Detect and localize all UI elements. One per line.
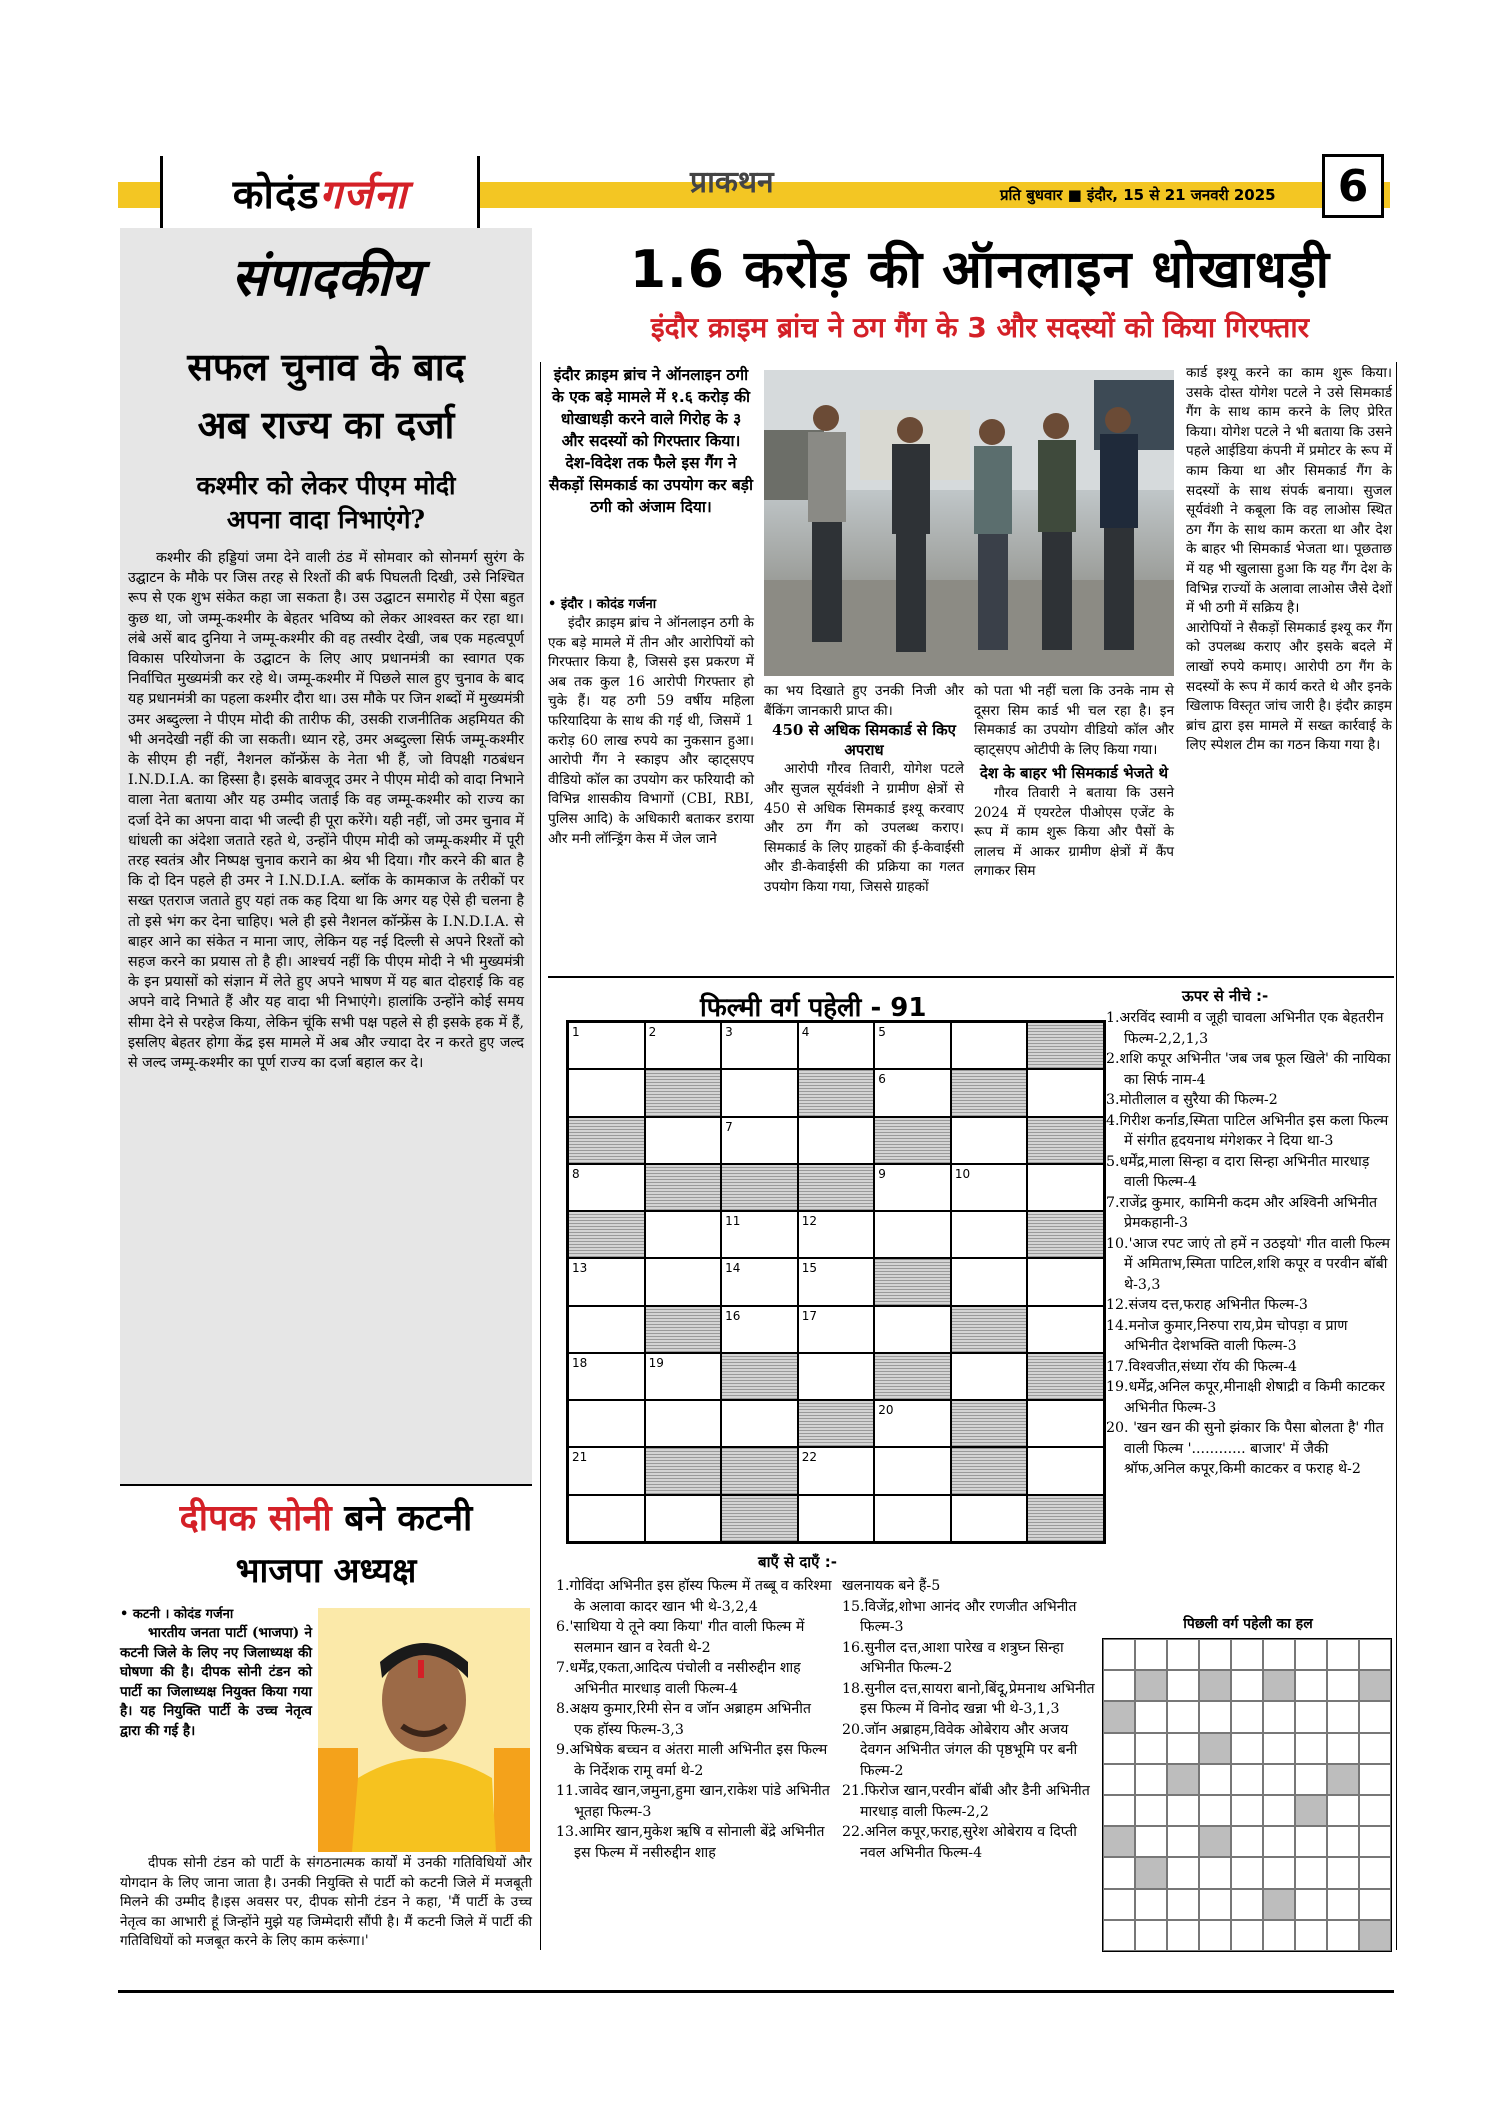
grid-cell xyxy=(645,1258,722,1305)
down-clue: 1.अरविंद स्वामी व जूही चावला अभिनीत एक बेहतरीन फिल्म-2,2,1,3 xyxy=(1106,1010,1384,1047)
down-clue: 3.मोतीलाल व सुरैया की फिल्म-2 xyxy=(1106,1092,1278,1108)
grid-cell xyxy=(568,1400,645,1447)
across-clue: 11.जावेद खान,जमुना,हुमा खान,राकेश पांडे अभिनीत भूतहा फिल्म-3 xyxy=(556,1783,830,1820)
solution-cell xyxy=(1359,1920,1391,1951)
column-rule xyxy=(540,362,541,1950)
solution-cell xyxy=(1295,1795,1327,1826)
grid-cell xyxy=(874,1447,951,1494)
editorial-headline-2: अब राज्य का दर्जा xyxy=(197,402,455,447)
main-col3b: गौरव तिवारी ने बताया कि उसने 2024 में एयरटेल पीओएस एजेंट के रूप में काम शुरू किया और पैसों के लालच में आकर ग्रामीण क्षेत्रों में कैंप लगाकर सिम xyxy=(974,784,1174,880)
grid-cell-blocked xyxy=(798,1069,875,1116)
puzzle-top-rule xyxy=(548,976,1394,978)
solution-cell xyxy=(1103,1639,1135,1670)
grid-cell-blocked xyxy=(951,1069,1028,1116)
solution-cell xyxy=(1167,1764,1199,1795)
solution-cell xyxy=(1263,1795,1295,1826)
solution-cell xyxy=(1199,1889,1231,1920)
solution-cell xyxy=(1103,1857,1135,1888)
solution-cell xyxy=(1231,1733,1263,1764)
grid-cell xyxy=(721,1069,798,1116)
across-clue: 7.धर्मेंद्र,एकता,आदित्य पंचोली व नसीरुद्दीन शाह अभिनीत मारधाड़ वाली फिल्म-4 xyxy=(556,1660,801,1697)
grid-cell-blocked xyxy=(798,1164,875,1211)
solution-cell xyxy=(1295,1639,1327,1670)
photo-illustration xyxy=(764,370,1174,676)
solution-cell xyxy=(1263,1889,1295,1920)
solution-cell xyxy=(1231,1889,1263,1920)
grid-cell xyxy=(951,1495,1028,1542)
grid-cell-blocked xyxy=(1027,1022,1104,1069)
solution-cell xyxy=(1135,1639,1167,1670)
solution-cell xyxy=(1199,1639,1231,1670)
solution-cell xyxy=(1103,1920,1135,1951)
grid-cell-blocked xyxy=(721,1447,798,1494)
across-clue: 6.'साथिया ये तूने क्या किया' गीत वाली फिल्म में सलमान खान व रेवती थे-2 xyxy=(556,1619,805,1656)
solution-cell xyxy=(1199,1733,1231,1764)
grid-cell xyxy=(951,1353,1028,1400)
grid-cell: 17 xyxy=(798,1306,875,1353)
main-col2-subhead: 450 से अधिक सिमकार्ड से किए अपराध xyxy=(772,721,956,759)
grid-cell xyxy=(645,1117,722,1164)
solution-cell xyxy=(1103,1889,1135,1920)
grid-cell-blocked xyxy=(1027,1211,1104,1258)
grid-cell-blocked xyxy=(645,1069,722,1116)
down-clue: 4.गिरीश कर्नाड,स्मिता पाटिल अभिनीत इस कला फिल्म में संगीत हृदयनाथ मंगेशकर ने दिया था-3 xyxy=(1106,1112,1389,1149)
solution-cell xyxy=(1135,1857,1167,1888)
masthead-logo xyxy=(160,156,480,228)
grid-cell: 15 xyxy=(798,1258,875,1305)
solution-cell xyxy=(1135,1826,1167,1857)
grid-cell: 14 xyxy=(721,1258,798,1305)
grid-cell: 5 xyxy=(874,1022,951,1069)
solution-cell xyxy=(1103,1795,1135,1826)
across-title: बाएँ से दाएँ :- xyxy=(758,1553,837,1571)
grid-cell xyxy=(798,1353,875,1400)
main-col3a: को पता भी नहीं चला कि उनके नाम से दूसरा सिम कार्ड भी चल रहा है। इन सिमकार्ड का उपयोग वीडियो कॉल और व्हाट्सएप ओटीपी के लिए किया गया। xyxy=(974,683,1174,758)
main-subheadline: इंदौर क्राइम ब्रांच ने ठग गैंग के 3 और सदस्यों को किया गिरफ्तार xyxy=(650,311,1310,344)
grid-cell: 12 xyxy=(798,1211,875,1258)
deepak-headline-red: दीपक सोनी xyxy=(179,1498,332,1539)
solution-cell xyxy=(1103,1764,1135,1795)
solution-cell xyxy=(1231,1826,1263,1857)
issue-line: प्रति बुधवार ■ इंदौर, 15 से 21 जनवरी 2025 xyxy=(1000,186,1276,204)
deepak-headline-black: बने कटनी xyxy=(344,1498,473,1539)
solution-cell xyxy=(1103,1733,1135,1764)
main-col2a: का भय दिखाते हुए उनकी निजी और बैंकिंग जानकारी प्राप्त की। xyxy=(764,683,964,719)
solution-cell xyxy=(1167,1639,1199,1670)
solution-cell xyxy=(1327,1826,1359,1857)
solution-cell xyxy=(1295,1857,1327,1888)
main-col2b: आरोपी गौरव तिवारी, योगेश पटले और सुजल सूर्यवंशी ने ग्रामीण क्षेत्रों से 450 से अधिक सिमकार्ड इश्यू करवाए और ठग गैंग को उपलब्ध कराए। सिमकार्ड के लिए ग्राहकों की ई-केवाईसी और डी-केवाईसी की प्रक्रिया का गलत उपयोग किया गया, जिससे ग्राहकों xyxy=(764,761,964,895)
arrest-photo xyxy=(764,370,1174,676)
across-clue: 8.अक्षय कुमार,रिमी सेन व जॉन अब्राहम अभिनीत एक हॉस्य फिल्म-3,3 xyxy=(556,1701,812,1738)
solution-cell xyxy=(1359,1857,1391,1888)
main-col3 xyxy=(974,682,1174,882)
solution-cell xyxy=(1167,1795,1199,1826)
column-rule-right xyxy=(1396,362,1397,1950)
grid-cell: 19 xyxy=(645,1353,722,1400)
grid-cell: 22 xyxy=(798,1447,875,1494)
puzzle-title: फिल्मी वर्ग पहेली - 91 xyxy=(700,993,927,1023)
grid-cell-blocked xyxy=(721,1495,798,1542)
solution-cell xyxy=(1231,1857,1263,1888)
solution-cell xyxy=(1359,1733,1391,1764)
grid-cell-blocked xyxy=(874,1258,951,1305)
grid-cell: 11 xyxy=(721,1211,798,1258)
solution-cell xyxy=(1327,1920,1359,1951)
solution-cell xyxy=(1231,1701,1263,1732)
grid-cell xyxy=(645,1495,722,1542)
solution-cell xyxy=(1231,1795,1263,1826)
across-clue: 1.गोविंदा अभिनीत इस हॉस्य फिल्म में तब्बू व करिश्मा के अलावा कादर खान भी थे-3,2,4 xyxy=(556,1578,832,1615)
solution-cell xyxy=(1199,1701,1231,1732)
solution-cell xyxy=(1327,1701,1359,1732)
grid-cell xyxy=(874,1495,951,1542)
across-clue: खलनायक बने हैं-5 xyxy=(842,1578,941,1594)
previous-solution-grid xyxy=(1102,1638,1392,1952)
down-clue: 12.संजय दत्त,फराह अभिनीत फिल्म-3 xyxy=(1106,1297,1308,1313)
solution-cell xyxy=(1167,1889,1199,1920)
deepak-portrait xyxy=(318,1608,530,1852)
deepak-body: दीपक सोनी टंडन को पार्टी के संगठनात्मक कार्यों में उनकी गतिविधियों और योगदान के लिए जाना जाता है। उनकी नियुक्ति से पार्टी को कटनी जिले में मजबूती मिलने की उम्मीद है।इस अवसर पर, दीपक सोनी टंडन ने कहा, 'मैं पार्टी के उच्च नेतृत्व का आभारी हूं जिन्होंने मुझे यह जिम्मेदारी सौंपी है। मैं कटनी जिले में पार्टी की गतिविधियों को मजबूत करने के लिए काम करूंगा।' xyxy=(120,1855,532,1950)
solution-cell xyxy=(1231,1639,1263,1670)
grid-cell-blocked xyxy=(874,1353,951,1400)
solution-cell xyxy=(1167,1920,1199,1951)
grid-cell xyxy=(1027,1400,1104,1447)
grid-cell xyxy=(874,1211,951,1258)
solution-cell xyxy=(1327,1764,1359,1795)
grid-cell: 1 xyxy=(568,1022,645,1069)
deepak-lede: भारतीय जनता पार्टी (भाजपा) ने कटनी जिले के लिए नए जिलाध्यक्ष की घोषणा की है। दीपक सोनी टंडन को पार्टी का जिलाध्यक्ष नियुक्त किया गया है। यह नियुक्ति पार्टी के उच्च नेतृत्व द्वारा की गई है। xyxy=(120,1625,312,1739)
main-col2 xyxy=(764,682,964,898)
solution-cell xyxy=(1199,1826,1231,1857)
across-clues-right xyxy=(842,1576,1100,1863)
grid-cell-blocked xyxy=(951,1400,1028,1447)
solution-cell xyxy=(1135,1764,1167,1795)
solution-cell xyxy=(1231,1764,1263,1795)
solution-cell xyxy=(1231,1670,1263,1701)
solution-cell xyxy=(1103,1701,1135,1732)
grid-cell xyxy=(1027,1447,1104,1494)
grid-cell xyxy=(645,1400,722,1447)
grid-cell-blocked xyxy=(951,1447,1028,1494)
grid-cell-blocked xyxy=(1027,1495,1104,1542)
grid-cell xyxy=(798,1117,875,1164)
solution-cell xyxy=(1263,1920,1295,1951)
down-clue: 20. 'खन खन की सुनो झंकार कि पैसा बोलता है' गीत वाली फिल्म '............ बाजार' में जैकी श्रॉफ,अनिल कपूर,किमी काटकर व फराह थे-2 xyxy=(1106,1420,1384,1477)
grid-cell: 13 xyxy=(568,1258,645,1305)
across-clue: 13.आमिर खान,मुकेश ऋषि व सोनाली बेंद्रे अभिनीत इस फिल्म में नसीरुद्दीन शाह xyxy=(556,1824,825,1861)
grid-cell xyxy=(568,1069,645,1116)
across-clue: 18.सुनील दत्त,सायरा बानो,बिंदू,प्रेमनाथ अभिनीत इस फिल्म में विनोद खन्ना भी थे-3,1,3 xyxy=(842,1680,1095,1717)
grid-cell-blocked xyxy=(645,1164,722,1211)
down-clues xyxy=(1106,1008,1394,1480)
page-number: 6 xyxy=(1322,154,1384,218)
solution-cell xyxy=(1135,1889,1167,1920)
solution-cell xyxy=(1295,1701,1327,1732)
grid-cell: 6 xyxy=(874,1069,951,1116)
solution-cell xyxy=(1263,1733,1295,1764)
grid-cell xyxy=(568,1495,645,1542)
grid-cell xyxy=(874,1306,951,1353)
across-clue: 15.विजेंद्र,शोभा आनंद और रणजीत अभिनीत फिल्म-3 xyxy=(842,1598,1077,1635)
solution-cell xyxy=(1359,1764,1391,1795)
editorial-subhead-1: कश्मीर को लेकर पीएम मोदी xyxy=(196,471,456,500)
solution-cell xyxy=(1359,1889,1391,1920)
main-col1: इंदौर क्राइम ब्रांच ने ऑनलाइन ठगी के एक बड़े मामले में तीन और आरोपियों को गिरफ्तार किया है, जिससे इस प्रकरण में अब तक कुल 16 आरोपी गिरफ्तार हो चुके हैं। यह ठगी 59 वर्षीय महिला फरियादिया के साथ की गई थी, जिसमें 1 करोड़ 60 लाख रुपये का नुकसान हुआ। आरोपी गैंग ने स्काइप और व्हाट्सएप वीडियो कॉल का उपयोग कर फरियादी को विभिन्न शासकीय विभागों (CBI, RBI, पुलिस आदि) के अधिकारी बताकर डराया और मनी लॉन्ड्रिंग केस में जेल जाने xyxy=(548,615,754,847)
solution-cell xyxy=(1359,1795,1391,1826)
solution-cell xyxy=(1327,1639,1359,1670)
footer-rule xyxy=(118,1990,1394,1993)
solution-cell xyxy=(1199,1795,1231,1826)
down-clue: 5.धर्मेंद्र,माला सिन्हा व दारा सिन्हा अभिनीत मारधाड़ वाली फिल्म-4 xyxy=(1106,1153,1370,1190)
solution-cell xyxy=(1167,1826,1199,1857)
solution-cell xyxy=(1295,1670,1327,1701)
across-clue: 22.अनिल कपूर,फराह,सुरेश ओबेराय व दिप्ती नवल अभिनीत फिल्म-4 xyxy=(842,1824,1077,1861)
grid-cell-blocked xyxy=(645,1306,722,1353)
down-title: ऊपर से नीचे :- xyxy=(1182,987,1269,1005)
grid-cell xyxy=(568,1306,645,1353)
grid-cell: 4 xyxy=(798,1022,875,1069)
grid-cell xyxy=(951,1258,1028,1305)
section-name: प्राकथन xyxy=(690,165,774,200)
solution-cell xyxy=(1295,1826,1327,1857)
solution-cell xyxy=(1199,1670,1231,1701)
solution-cell xyxy=(1295,1889,1327,1920)
solution-cell xyxy=(1263,1639,1295,1670)
solution-cell xyxy=(1263,1826,1295,1857)
solution-cell xyxy=(1327,1857,1359,1888)
solution-cell xyxy=(1135,1920,1167,1951)
logo-part1: कोदंड xyxy=(232,171,320,218)
grid-cell xyxy=(1027,1069,1104,1116)
solution-cell xyxy=(1135,1795,1167,1826)
grid-cell xyxy=(951,1211,1028,1258)
grid-cell xyxy=(1027,1164,1104,1211)
solution-cell xyxy=(1135,1733,1167,1764)
down-clue: 14.मनोज कुमार,निरुपा राय,प्रेम चोपड़ा व प्राण अभिनीत देशभक्ति वाली फिल्म-3 xyxy=(1106,1317,1348,1354)
solution-cell xyxy=(1359,1670,1391,1701)
solution-cell xyxy=(1231,1920,1263,1951)
grid-cell-blocked xyxy=(721,1353,798,1400)
solution-cell xyxy=(1135,1701,1167,1732)
across-clues-left xyxy=(556,1576,834,1863)
grid-cell: 8 xyxy=(568,1164,645,1211)
solution-cell xyxy=(1199,1857,1231,1888)
grid-cell-blocked xyxy=(568,1117,645,1164)
solution-cell xyxy=(1295,1733,1327,1764)
grid-cell: 16 xyxy=(721,1306,798,1353)
grid-cell-blocked xyxy=(874,1117,951,1164)
grid-cell-blocked xyxy=(645,1447,722,1494)
solution-cell xyxy=(1167,1733,1199,1764)
main-headline: 1.6 करोड़ की ऑनलाइन धोखाधड़ी xyxy=(629,240,1331,300)
solution-cell xyxy=(1103,1826,1135,1857)
across-clue: 21.फिरोज खान,परवीन बॉबी और डैनी अभिनीत मारधाड़ वाली फिल्म-2,2 xyxy=(842,1783,1090,1820)
crossword-grid xyxy=(566,1020,1106,1544)
solution-cell xyxy=(1167,1670,1199,1701)
grid-cell xyxy=(1027,1306,1104,1353)
solution-cell xyxy=(1263,1764,1295,1795)
grid-cell: 10 xyxy=(951,1164,1028,1211)
grid-cell: 2 xyxy=(645,1022,722,1069)
solution-cell xyxy=(1199,1920,1231,1951)
solution-cell xyxy=(1327,1733,1359,1764)
portrait-illustration xyxy=(318,1608,530,1852)
grid-cell xyxy=(1027,1258,1104,1305)
grid-cell: 20 xyxy=(874,1400,951,1447)
solution-cell xyxy=(1167,1701,1199,1732)
grid-cell-blocked xyxy=(721,1164,798,1211)
grid-cell-blocked xyxy=(1027,1353,1104,1400)
main-col3-subhead: देश के बाहर भी सिमकार्ड भेजते थे xyxy=(979,764,1169,783)
down-clue: 2.शशि कपूर अभिनीत 'जब जब फूल खिले' की नायिका का सिर्फ नाम-4 xyxy=(1106,1051,1391,1088)
solution-cell xyxy=(1263,1670,1295,1701)
down-clue: 7.राजेंद्र कुमार, कामिनी कदम और अश्विनी अभिनीत प्रेमकहानी-3 xyxy=(1106,1194,1378,1231)
main-dateline: • इंदौर । कोदंड गर्जना xyxy=(548,597,657,612)
across-clue: 9.अभिषेक बच्चन व अंतरा माली अभिनीत इस फिल्म के निर्देशक रामू वर्मा थे-2 xyxy=(556,1742,828,1779)
grid-cell-blocked xyxy=(951,1306,1028,1353)
deepak-top-rule xyxy=(120,1484,532,1486)
grid-cell-blocked xyxy=(798,1400,875,1447)
grid-cell: 3 xyxy=(721,1022,798,1069)
grid-cell: 7 xyxy=(721,1117,798,1164)
editorial-label: संपादकीय xyxy=(231,247,421,308)
solution-cell xyxy=(1327,1670,1359,1701)
editorial-headline-1: सफल चुनाव के बाद xyxy=(187,344,465,389)
deepak-headline-1 xyxy=(120,1492,532,1541)
solution-cell xyxy=(1199,1764,1231,1795)
solution-cell xyxy=(1295,1920,1327,1951)
down-clue: 19.धर्मेंद्र,अनिल कपूर,मीनाक्षी शेषाद्री व किमी काटकर अभिनीत फिल्म-3 xyxy=(1106,1379,1385,1416)
solution-cell xyxy=(1167,1857,1199,1888)
solution-cell xyxy=(1359,1701,1391,1732)
main-col4: कार्ड इश्यू करने का काम शुरू किया। उसके दोस्त योगेश पटले ने उसे सिमकार्ड गैंग के साथ काम करने के लिए प्रेरित किया। योगेश पटले ने भी बताया कि उसने पहले आईडिया कंपनी में प्रमोटर के रूप में काम किया था और सिमकार्ड गैंग के सदस्यों के साथ संपर्क बनाया। सुजल सूर्यवंशी ने कबूला कि वह लाओस स्थित ठग गैंग के साथ काम करता था और देश के बाहर भी सिमकार्ड भेजता था। पूछताछ में यह भी खुलासा हुआ कि यह गैंग देश के विभिन्न राज्यों के अलावा लाओस जैसे देशों में भी ठगी में सक्रिय है। आरोपियों ने सैकड़ों सिमकार्ड इश्यू कर गैंग को उपलब्ध कराए और इसके बदले में लाखों रुपये कमाए। आरोपी ठग गैंग के सदस्यों के रूप में कार्य करते थे और इनके खिलाफ विस्तृत जांच जारी है। इंदौर क्राइम ब्रांच द्वारा इस मामले में सख्त कार्रवाई के लिए स्पेशल टीम का गठन किया गया है। xyxy=(1186,365,1392,754)
grid-cell-blocked xyxy=(568,1211,645,1258)
solution-cell xyxy=(1295,1764,1327,1795)
down-clue: 10.'आज रपट जाएं तो हमें न उठइयो' गीत वाली फिल्म में अमिताभ,स्मिता पाटिल,शशि कपूर व परवीन बॉबी थे-3,3 xyxy=(1106,1235,1390,1293)
grid-cell: 21 xyxy=(568,1447,645,1494)
editorial-subhead-2: अपना वादा निभाएंगे? xyxy=(226,505,426,534)
solution-cell xyxy=(1263,1857,1295,1888)
solution-cell xyxy=(1359,1639,1391,1670)
grid-cell xyxy=(798,1495,875,1542)
across-clue: 16.सुनील दत्त,आशा पारेख व शत्रुघ्न सिन्हा अभिनीत फिल्म-2 xyxy=(842,1639,1064,1676)
solution-cell xyxy=(1327,1795,1359,1826)
logo-part2: गर्जना xyxy=(319,171,408,218)
solution-cell xyxy=(1135,1670,1167,1701)
deepak-headline-2: भाजपा अध्यक्ष xyxy=(235,1551,417,1591)
grid-cell xyxy=(951,1022,1028,1069)
solution-cell xyxy=(1359,1826,1391,1857)
down-clue: 17.विश्वजीत,संध्या रॉय की फिल्म-4 xyxy=(1106,1358,1298,1375)
grid-cell: 9 xyxy=(874,1164,951,1211)
editorial-body: कश्मीर की हड्डियां जमा देने वाली ठंड में सोमवार को सोनमर्ग सुरंग के उद्घाटन के मौके पर जिस तरह से रिश्तों की बर्फ पिघलती दिखी, उसे निश्चित रूप से एक शुभ संकेत कहा जा सकता है। उस उद्घाटन समारोह में ऐसा बहुत कुछ था, जो जम्मू-कश्मीर के बेहतर भविष्य को लेकर आश्वस्त कर रहा था। लंबे असें बाद दुनिया ने जम्मू-कश्मीर की वह तस्वीर देखी, जब एक महत्वपूर्ण विकास परियोजना के उद्घाटन के लिए आए प्रधानमंत्री का स्वागत एक निर्वाचित मुख्यमंत्री कर रहे थे। जम्मू-कश्मीर में पिछले साल हुए चुनाव के बाद यह प्रधानमंत्री का पहला कश्मीर दौरा था। उस मौके पर जिन शब्दों में मुख्यमंत्री उमर अब्दुल्ला ने पीएम मोदी की तारीफ की, उसकी राजनीतिक अहमियत की भी अनदेखी नहीं की जा सकती। ध्यान रहे, उमर अब्दुल्ला सिर्फ जम्मू-कश्मीर के सीएम ही नहीं, नैशनल कॉन्फ्रेंस के नेता भी हैं, जो विपक्षी गठबंधन I.N.D.I.A. का हिस्सा है। इसके बावजूद उमर ने पीएम मोदी को वादा निभाने वाला नेता बताया और यह उम्मीद जताई कि वह जम्मू-कश्मीर को राज्य का दर्जा देने का अपना वादा भी जल्दी ही पूरा करेंगे। यही नहीं, जो उमर चुनाव में धांधली का अंदेशा जताते रहते थे, उन्होंने पीएम मोदी को जम्मू-कश्मीर में पूरी तरह स्वतंत्र और निष्पक्ष चुनाव कराने का श्रेय भी दिया। गौर करने की बात है कि दो दिन पहले ही उमर ने I.N.D.I.A. ब्लॉक के कामकाज के तरीकों पर सख्त एतराज जताते हुए यहां तक कह दिया था कि अगर यह ऐसे ही चलना है तो इसे भंग कर देना चाहिए। भले ही इसे नैशनल कॉन्फ्रेंस के I.N.D.I.A. से बाहर आने का संकेत न माना जाए, लेकिन यह नई दिल्ली से अपने रिश्तों को सहज करने का प्रयास तो है ही। आश्चर्य नहीं कि पीएम मोदी ने भी मुख्यमंत्री के इन प्रयासों को संज्ञान में लेते हुए अपने भाषण में यह बात दोहराई कि वह अपने वादे निभाते हैं और यह वादा भी निभाएंगे। हालांकि उन्होंने कोई समय सीमा देने से परहेज किया, लेकिन चूंकि सभी पक्ष पहले से ही इसके हक में हैं, इसलिए बेहतर होगा केंद्र इस मामले में अब और ज्यादा देर न करते हुए जल्द से जल्द जम्मू-कश्मीर का पूर्ण राज्य का दर्जा बहाल कर दे। xyxy=(128,550,524,1072)
solution-cell xyxy=(1263,1701,1295,1732)
solution-cell xyxy=(1327,1889,1359,1920)
grid-cell: 18 xyxy=(568,1353,645,1400)
solution-title: पिछली वर्ग पहेली का हल xyxy=(1183,1616,1313,1632)
solution-cell xyxy=(1103,1670,1135,1701)
main-lede: इंदौर क्राइम ब्रांच ने ऑनलाइन ठगी के एक बड़े मामले में १.६ करोड़ की धोखाधड़ी करने वाले गिरोह के ३ और सदस्यों को गिरफ्तार किया। देश-विदेश तक फैले इस गैंग ने सैकड़ों सिमकार्ड का उपयोग कर बड़ी ठगी को अंजाम दिया। xyxy=(549,366,753,516)
grid-cell xyxy=(645,1211,722,1258)
across-clue: 20.जॉन अब्राहम,विवेक ओबेराय और अजय देवगन अभिनीत जंगल की पृष्ठभूमि पर बनी फिल्म-2 xyxy=(842,1721,1078,1779)
grid-cell xyxy=(951,1117,1028,1164)
grid-cell-blocked xyxy=(1027,1117,1104,1164)
deepak-dateline: • कटनी । कोदंड गर्जना xyxy=(120,1607,234,1622)
grid-cell xyxy=(721,1400,798,1447)
